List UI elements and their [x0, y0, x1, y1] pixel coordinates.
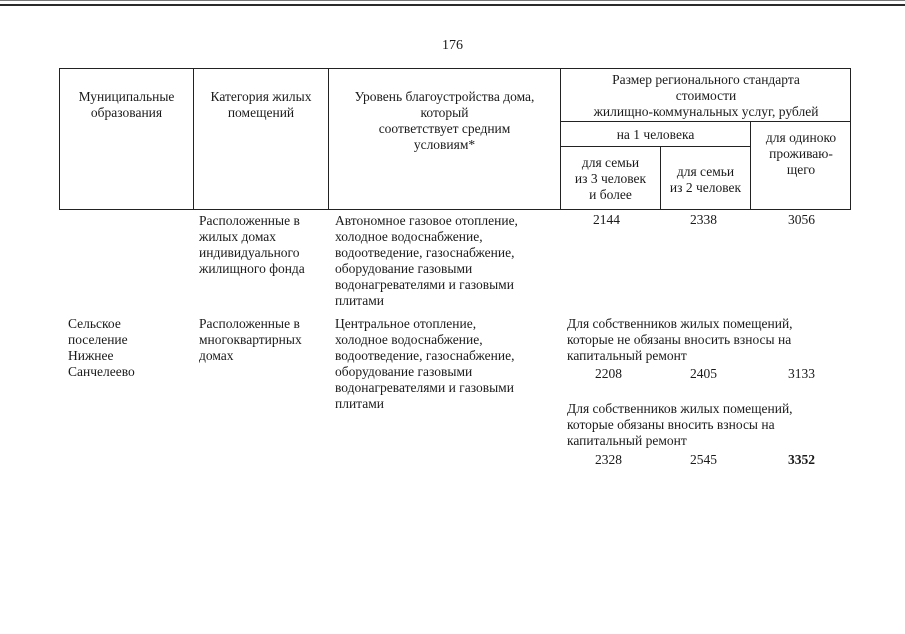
row1-level: Автономное газовое отопление, холодное водоснабжение, водоотведение, газоснабжение, оборудование газовыми водонагревателями и газовыми плитами [335, 213, 518, 308]
top-border [0, 4, 905, 6]
row2a-single: 3133 [788, 366, 815, 381]
row2a-family2: 2405 [690, 366, 717, 381]
row2a-family3: 2208 [595, 366, 622, 381]
row1-category: Расположенные в жилых домах индивидуального жилищного фонда [199, 213, 305, 276]
row2-note-capital-repair: Для собственников жилых помещений, которые обязаны вносить взносы на капитальный ремонт [567, 401, 793, 448]
header-per-person: на 1 человека [616, 127, 695, 142]
row2b-family3: 2328 [595, 452, 622, 467]
row2b-family2: 2545 [690, 452, 717, 467]
page-number: 176 [442, 38, 463, 53]
row2-level: Центральное отопление, холодное водоснабжение, водоотведение, газоснабжение, оборудование газовыми водонагревателями и газовыми плитами [335, 316, 515, 411]
header-category: Категория жилых помещений [210, 89, 312, 120]
header-family2: для семьи из 2 человек [669, 164, 742, 195]
header-divider [560, 146, 751, 147]
municipality-name: Сельское поселение Нижнее Санчелеево [68, 316, 135, 379]
header-divider [560, 121, 851, 122]
row2-note-no-capital-repair: Для собственников жилых помещений, которые не обязаны вносить взносы на капитальный ремонт [567, 316, 793, 363]
row2b-single: 3352 [788, 452, 815, 467]
row1-family2: 2338 [690, 212, 717, 227]
top-border-thin [0, 0, 905, 1]
row1-family3: 2144 [593, 212, 620, 227]
header-family3: для семьи из 3 человек и более [574, 155, 647, 202]
row1-single: 3056 [788, 212, 815, 227]
header-single: для одиноко проживаю- щего [765, 130, 837, 177]
header-size: Размер регионального стандарта стоимости жилищно-коммунальных услуг, рублей [593, 72, 819, 119]
header-municipal: Муниципальные образования [78, 89, 175, 120]
header-level: Уровень благоустройства дома, который соответствует средним условиям* [354, 89, 535, 152]
row2-category: Расположенные в многоквартирных домах [199, 316, 302, 363]
